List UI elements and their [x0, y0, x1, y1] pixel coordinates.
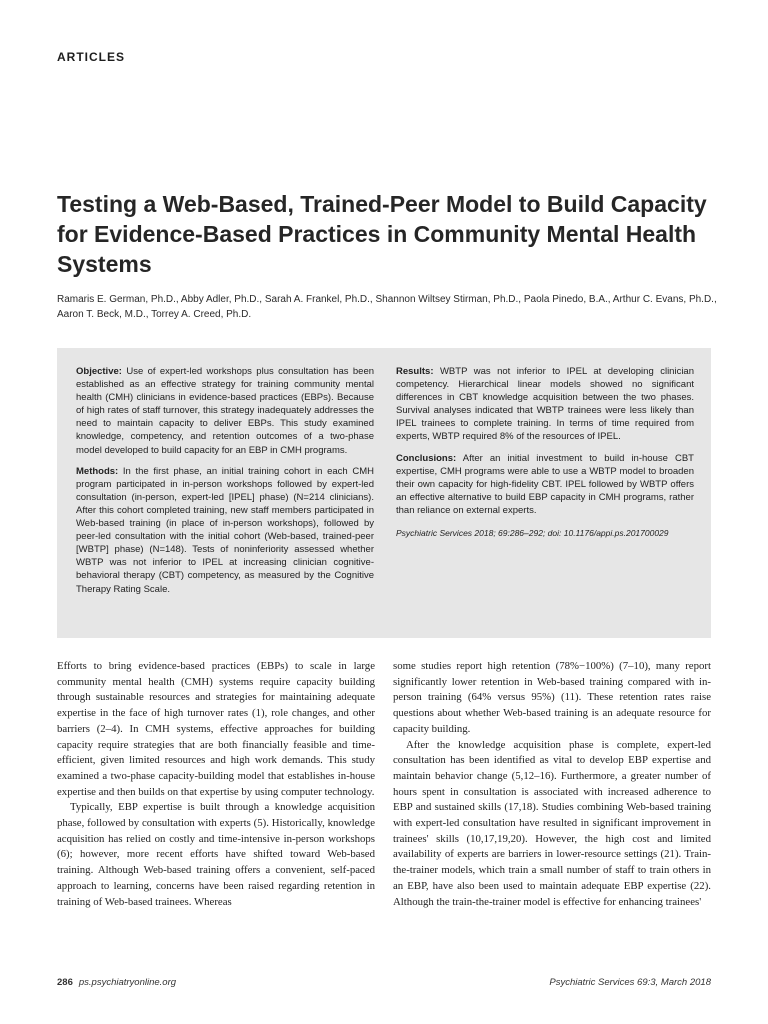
- page-number: 286: [57, 977, 73, 988]
- abstract-conclusions: [396, 452, 694, 517]
- journal-citation-footer: Psychiatric Services 69:3, March 2018: [549, 977, 711, 988]
- methods-text: In the first phase, an initial training cohort in each CMH program participated in in-person workshops followed by expert-led consultation (in-person, expert-led [IPEL] phase) (N=214 clinicians). After this cohort completed training, new staff members participated in Web-based training (in place of in-person workshops), followed by peer-led consultation with the initial cohort (Web-based, trained-peer [WBTP] phase) (N=148). Tests of noninferiority assessed whether WBTP was not inferior to IPEL at increasing clinician cognitive-behavioral therapy (CBT) competency, as measured by the Cognitive Therapy Rating Scale.: [76, 465, 375, 595]
- body-paragraph: some studies report high retention (78%−100%) (7–10), many report significantly lower retention in Web-based training compared with in-person training (64% versus 95%) (11). These retention rates raise questions about whether Web-based training is an adequate resource for capacity building.: [393, 660, 711, 735]
- abstract-citation: Psychiatric Services 2018; 69:286–292; doi: 10.1176/appi.ps.201700029: [396, 528, 669, 539]
- objective-text: Use of expert-led workshops plus consultation has been established as an effective strategy for training community mental health (CMH) clinicians in evidence-based practices (EBPs). Because of high rates of staff turnover, this strategy inadequately addresses the need to maintain capacity to deliver EBPs. This study examined knowledge, competency, and retention outcomes of a two-phase model developed to build capacity for an EBP in CMH programs.: [76, 366, 375, 456]
- page-footer-left: [57, 977, 176, 988]
- abstract-box: [57, 348, 711, 638]
- body-paragraph: Typically, EBP expertise is built through a knowledge acquisition phase, followed by consultation with experts (5). Historically, knowledge acquisition has relied on costly and time-intensive in-person workshops (6); however, more recent efforts have shifted toward Web-based training. Although Web-based training offers a convenient, self-paced approach to learning, concerns have been raised regarding retention in training of Web-based trainees. Whereas: [57, 801, 375, 908]
- body-column-left: [57, 659, 375, 910]
- results-text: WBTP was not inferior to IPEL at developing clinician competency. Hierarchical linear models showed no significant differences in CBT knowledge acquisition between the two phases. Survival analyses indicated that WBTP trainees were less likely than IPEL trainees to complete training. In terms of time required from experts, WBTP required 8% of the resources of IPEL.: [396, 366, 694, 443]
- abstract-results: [396, 365, 694, 444]
- objective-label: Objective:: [76, 366, 122, 377]
- results-label: Results:: [396, 366, 434, 377]
- journal-url[interactable]: ps.psychiatryonline.org: [78, 977, 177, 988]
- body-column-right: [393, 659, 711, 910]
- abstract-column-right: [396, 365, 694, 548]
- body-paragraph: Efforts to bring evidence-based practices (EBPs) to scale in large community mental health (CMH) systems require capacity building through sustainable resources and strategies for maintaining adequate expertise in the face of high turnover rates (1), role changes, and other barriers (2–4). In CMH systems, effective approaches for building capacity require strategies that are both financially feasible and time-efficient, given limited resources and high work demands. This study examined a two-phase capacity-building model that establishes in-house expertise and then builds on that expertise by using computer technology.: [57, 660, 375, 798]
- conclusions-text: After an initial investment to build in-house CBT expertise, CMH programs were able to use a WBTP model to broaden their own capacity for high-fidelity CBT. IPEL followed by WBTP offers an effective alternative to build EBP capacity in CMH programs, rather than reliance on external experts.: [396, 452, 694, 516]
- body-paragraph: After the knowledge acquisition phase is complete, expert-led consultation has been identified as vital to develop EBP expertise and maintain behavior change (5,12–16). Furthermore, a greater number of hours spent in consultation is associated with increased adherence to EBP and sustained skills (17,18). Studies combining Web-based training with expert-led consultation have resulted in significant improvement in trainees' skills (10,17,19,20). However, the high cost and limited availability of experts are barriers in lower-resource settings (21). Train-the-trainer models, which train a small number of staff to train others in an EBP, have also been used to maintain adequate EBP expertise (22). Although the train-the-trainer model is effective for enhancing trainees': [393, 738, 711, 908]
- abstract-objective: [76, 365, 374, 457]
- article-title: Testing a Web-Based, Trained-Peer Model to Build Capacity for Evidence-Based Practices in Community Mental Health Systems: [57, 191, 707, 277]
- author-list: Ramaris E. German, Ph.D., Abby Adler, Ph.D., Sarah A. Frankel, Ph.D., Shannon Wiltsey Stirman, Ph.D., Paola Pinedo, B.A., Arthur C. Evans, Ph.D., Aaron T. Beck, M.D., Torrey A. Creed, Ph.D.: [57, 294, 717, 320]
- conclusions-label: Conclusions:: [396, 452, 457, 464]
- methods-label: Methods:: [76, 465, 119, 477]
- abstract-column-left: [76, 365, 374, 604]
- section-label: ARTICLES: [57, 50, 125, 64]
- abstract-methods: [76, 465, 374, 596]
